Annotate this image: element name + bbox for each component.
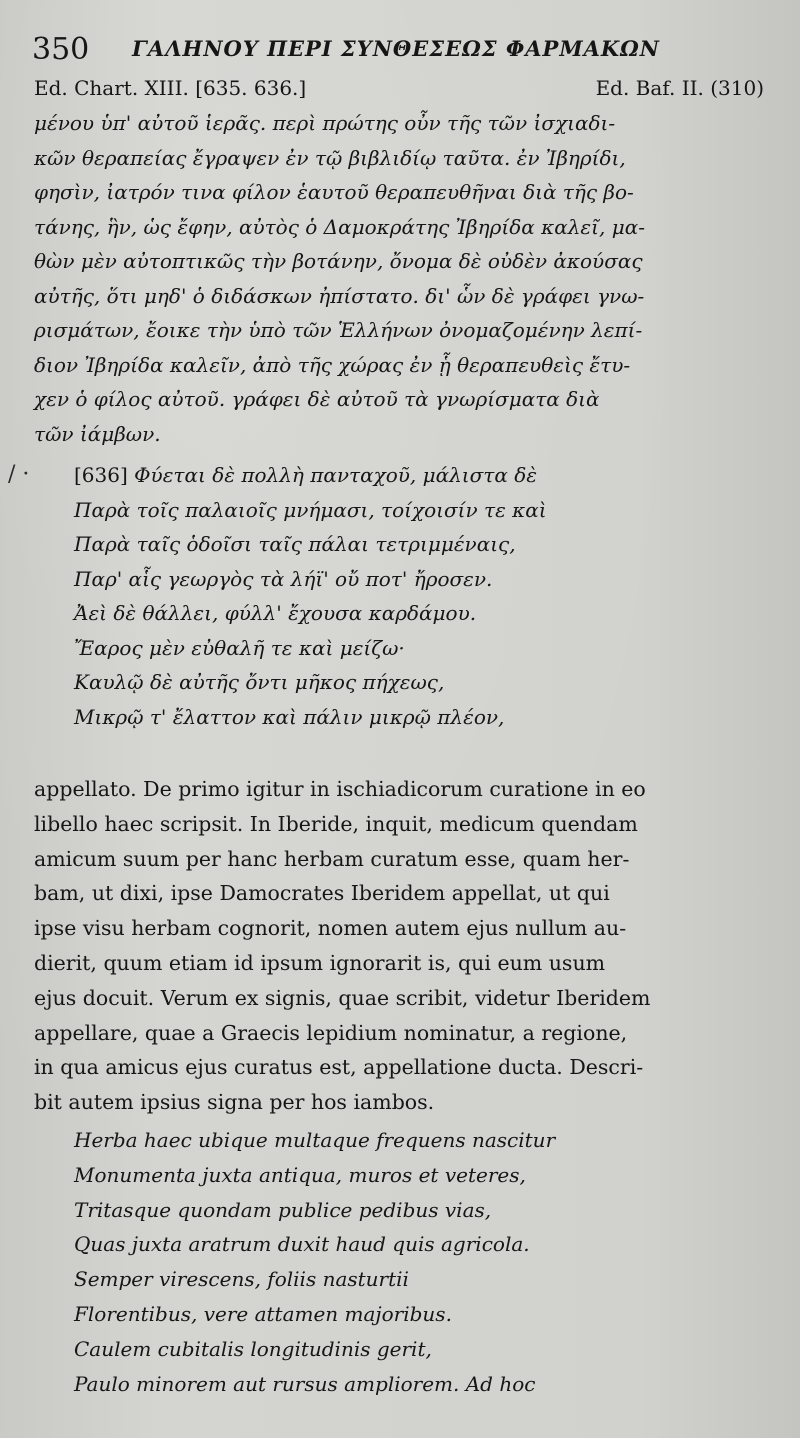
latin-verse-block xyxy=(34,1123,766,1401)
latin-prose-line: bam, ut dixi, ipse Damocrates Iberidem appellat, ut qui xyxy=(34,881,610,906)
greek-prose-line: τῶν ἰάμβων. xyxy=(34,421,161,446)
latin-prose-line: amicum suum per hanc herbam curatum esse, quam her- xyxy=(34,846,630,871)
latin-verse-line: Semper virescens, foliis nasturtii xyxy=(74,1267,409,1292)
latin-prose-line: appellato. De primo igitur in ischiadicorum curatione in eo xyxy=(34,777,646,801)
latin-prose-line: ipse visu herbam cognorit, nomen autem ejus nullum au- xyxy=(34,916,627,941)
latin-verse-line: Quas juxta aratrum duxit haud quis agricola. xyxy=(74,1232,530,1257)
latin-prose-line: dierit, quum etiam id ipsum ignorarit is, qui eum usum xyxy=(34,950,606,975)
greek-prose-line: μένου ὑπ' αὐτοῦ ἱερᾶς. περὶ πρώτης οὖν τῆς τῶν ἰσχιαδι- xyxy=(34,111,616,135)
latin-prose-line: bit autem ipsius signa per hos iambos. xyxy=(34,1090,435,1115)
latin-prose-line: in qua amicus ejus curatus est, appellatione ducta. Descri- xyxy=(34,1055,644,1080)
margin-mark: / · xyxy=(8,462,30,487)
greek-prose-line: τάνης, ἣν, ὡς ἔφην, αὐτὸς ὁ Δαμοκράτης Ἰβηρίδα καλεῖ, μα- xyxy=(34,214,645,239)
latin-prose-line: libello haec scripsit. In Iberide, inquit, medicum quendam xyxy=(34,811,638,836)
latin-verse-line: Monumenta juxta antiqua, muros et veteres, xyxy=(74,1162,526,1187)
greek-verse-line: Καυλῷ δὲ αὐτῆς ὄντι μῆκος πήχεως, xyxy=(74,670,445,694)
greek-verse-line: Ἔαρος μὲν εὐθαλῆ τε καὶ μείζω· xyxy=(74,635,405,660)
latin-prose-block xyxy=(34,772,766,1120)
greek-verse-line: Παρὰ ταῖς ὁδοῖσι ταῖς πάλαι τετριμμέναις, xyxy=(74,532,516,556)
greek-verse-line: Ἀεὶ δὲ θάλλει, φύλλ' ἔχουσα καρδάμου. xyxy=(74,601,477,625)
page-number: 350 xyxy=(32,32,90,67)
edition-chart-ref: Ed. Chart. XIII. [635. 636.] xyxy=(34,76,307,100)
page-header xyxy=(32,28,772,68)
latin-verse-line: Tritasque quondam publice pedibus vias, xyxy=(74,1197,492,1222)
greek-prose-line: κῶν θεραπείας ἔγραψεν ἐν τῷ βιβλιδίῳ ταῦτα. ἐν Ἰβηρίδι, xyxy=(34,145,626,170)
greek-prose-line: φησὶν, ἰατρόν τινα φίλον ἑαυτοῦ θεραπευθῆναι διὰ τῆς βο- xyxy=(34,180,634,204)
latin-prose-line: appellare, quae a Graecis lepidium nominatur, a regione, xyxy=(34,1020,628,1045)
greek-prose-line: ρισμάτων, ἔοικε τὴν ὑπὸ τῶν Ἑλλήνων ὀνομαζομένην λεπί- xyxy=(34,318,643,342)
greek-verse-block xyxy=(34,458,766,734)
latin-verse-line: Herba haec ubique multaque frequens nascitur xyxy=(74,1128,556,1152)
edition-basel-ref: Ed. Baf. II. (310) xyxy=(595,76,764,100)
latin-verse-line: Florentibus, vere attamen majoribus. xyxy=(74,1301,452,1326)
latin-verse-line: Paulo minorem aut rursus ampliorem. Ad hoc xyxy=(74,1371,536,1396)
greek-prose-line: χεν ὁ φίλος αὐτοῦ. γράφει δὲ αὐτοῦ τὰ γνωρίσματα διὰ xyxy=(34,387,600,411)
greek-verse-line xyxy=(34,458,766,493)
greek-prose-line: διον Ἰβηρίδα καλεῖν, ἀπὸ τῆς χώρας ἐν ᾗ θεραπευθεὶς ἔτυ- xyxy=(34,352,631,377)
greek-prose-block xyxy=(34,106,766,451)
greek-verse-text: Φύεται δὲ πολλὴ πανταχοῦ, μάλιστα δὲ xyxy=(134,463,537,487)
greek-verse-line: Παρὰ τοῖς παλαιοῖς μνήμασι, τοίχοισίν τε καὶ xyxy=(74,497,547,522)
greek-prose-line: αὐτῆς, ὅτι μηδ' ὁ διδάσκων ἠπίστατο. δι' ὧν δὲ γράφει γνω- xyxy=(34,283,645,308)
latin-verse-line: Caulem cubitalis longitudinis gerit, xyxy=(74,1336,432,1361)
greek-verse-line: Μικρῷ τ' ἔλαττον καὶ πάλιν μικρῷ πλέον, xyxy=(74,704,505,729)
edition-references xyxy=(34,76,764,106)
chart-page-ref: [636] xyxy=(74,463,128,487)
running-title: ΓΑΛΗΝΟΥ ΠΕΡΙ ΣΥΝΘΕΣΕΩΣ ΦΑΡΜΑΚΩΝ xyxy=(132,36,660,61)
greek-verse-line: Παρ' αἷς γεωργὸς τὰ λήϊ' οὔ ποτ' ἤροσεν. xyxy=(74,566,493,591)
greek-prose-line: θὼν μὲν αὐτοπτικῶς τὴν βοτάνην, ὄνομα δὲ οὐδὲν ἀκούσας xyxy=(34,249,643,273)
latin-prose-line: ejus docuit. Verum ex signis, quae scribit, videtur Iberidem xyxy=(34,985,651,1010)
